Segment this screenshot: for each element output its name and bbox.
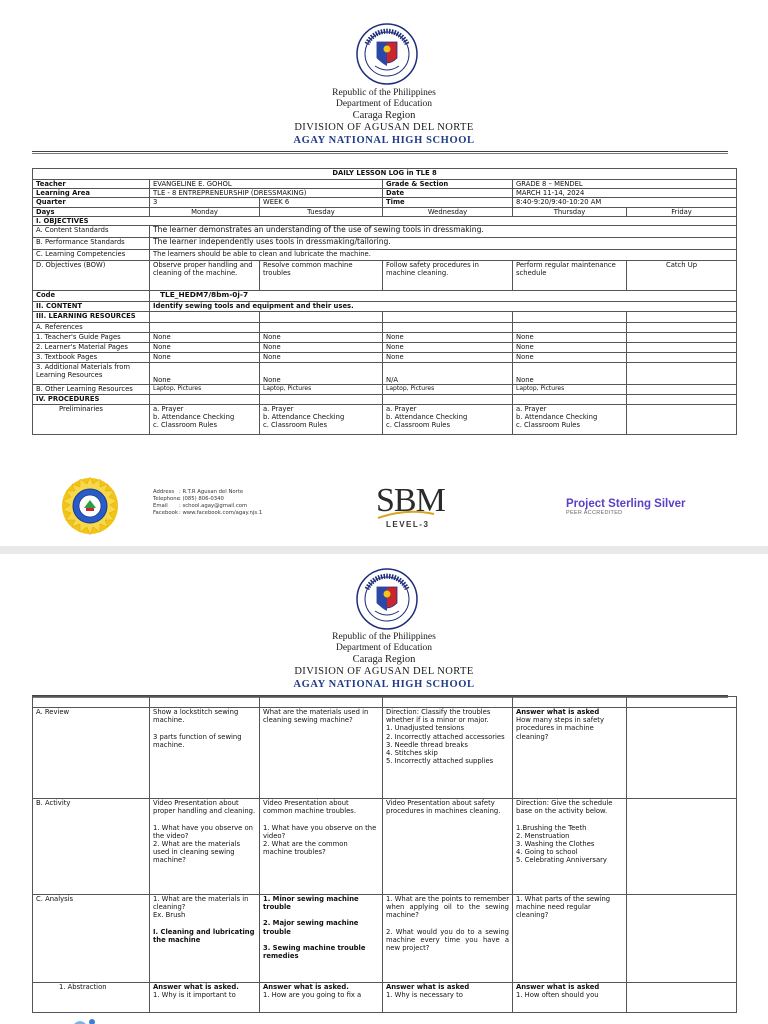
review-thursday-heading: Answer what is asked <box>516 708 600 716</box>
bow-wednesday: Follow safety procedures in machine cleaning. <box>383 261 513 291</box>
procedures-heading: IV. PROCEDURES <box>33 395 150 405</box>
days-label: Days <box>33 207 150 216</box>
tb-wednesday: None <box>383 353 513 363</box>
school-logo-partial-icon <box>70 1018 100 1024</box>
letterhead <box>0 632 768 691</box>
department-line: Department of Education <box>335 643 433 653</box>
tb-tuesday: None <box>260 353 383 363</box>
review-thursday-cell <box>513 708 627 799</box>
abstraction-monday: 1. Why is it important to <box>153 991 236 1000</box>
bow-label: D. Objectives (BOW) <box>33 261 150 291</box>
analysis-monday-cell <box>150 895 260 983</box>
abstraction-monday-cell <box>150 983 260 1013</box>
deped-seal-icon <box>355 567 419 631</box>
day-monday: Monday <box>150 207 260 216</box>
activity-wednesday: Video Presentation about safety procedures in machines cleaning. <box>383 799 513 895</box>
telephone-value: : (085) 806-0340 <box>179 496 224 502</box>
review-label: A. Review <box>33 708 150 799</box>
tg-wednesday: None <box>383 333 513 343</box>
region-line: Caraga Region <box>352 110 416 121</box>
abstraction-tuesday-heading: Answer what is asked. <box>263 983 349 991</box>
week-value: WEEK 6 <box>260 198 383 207</box>
division-line: DIVISION OF AGUSAN DEL NORTE <box>294 122 474 133</box>
republic-line: Republic of the Philippines <box>332 88 436 98</box>
ol-wednesday: Laptop, Pictures <box>383 385 513 395</box>
tg-tuesday: None <box>260 333 383 343</box>
abstraction-wednesday-heading: Answer what is asked <box>386 983 470 991</box>
time-value: 8:40-9:20/9:40-10:20 AM <box>513 198 737 207</box>
lm-label: 2. Learner's Material Pages <box>33 343 150 353</box>
analysis-monday: 1. What are the materials in cleaning? Ex. Brush <box>153 895 249 920</box>
daily-lesson-log-table <box>32 168 737 435</box>
lm-thursday: None <box>513 343 627 353</box>
content-std-label: A. Content Standards <box>33 226 150 238</box>
perf-std-value: The learner independently uses tools in dressmaking/tailoring. <box>150 238 737 250</box>
abstraction-thursday-heading: Answer what is asked <box>516 983 600 991</box>
review-tuesday: What are the materials used in cleaning sewing machine? <box>260 708 383 799</box>
am-monday: None <box>150 363 260 385</box>
activity-monday: Video Presentation about proper handling and cleaning. 1. What have you observe on the video? 2. What are the materials used in cleaning sewing machine? <box>150 799 260 895</box>
activity-thursday: Direction: Give the schedule base on the activity below. 1.Brushing the Teeth 2. Menstruation 3. Washing the Clothes 4. Going to school 5. Celebrating Anniversary <box>513 799 627 895</box>
abstraction-thursday: 1. How often should you <box>516 991 599 1000</box>
abstraction-wednesday-cell <box>383 983 513 1013</box>
analysis-tuesday-item-3: 3. Sewing machine trouble remedies <box>263 943 366 961</box>
content-std-value: The learner demonstrates an understanding of the use of sewing tools in dressmaking. <box>150 226 737 238</box>
abstraction-monday-heading: Answer what is asked. <box>153 983 239 991</box>
address-value: : R.T.R Agusan del Norte <box>179 489 244 495</box>
activity-tuesday: Video Presentation about common machine troubles. 1. What have you observe on the video? 2. What are the common machine troubles? <box>260 799 383 895</box>
abstraction-thursday-cell <box>513 983 627 1013</box>
contact-block <box>153 489 262 517</box>
analysis-label: C. Analysis <box>33 895 150 983</box>
quarter-value: 3 <box>150 198 260 207</box>
email-label: Email <box>153 503 168 509</box>
bow-thursday: Perform regular maintenance schedule <box>513 261 627 291</box>
deped-seal-icon <box>355 22 419 86</box>
area-value: TLE - 8 ENTREPRENEURSHIP (DRESSMAKING) <box>150 189 383 198</box>
sbm-level: LEVEL-3 <box>386 520 430 529</box>
content-value: Identify sewing tools and equipment and their uses. <box>150 302 737 312</box>
competencies-label: C. Learning Competencies <box>33 250 150 261</box>
tb-monday: None <box>150 353 260 363</box>
review-wednesday: Direction: Classify the troubles whether if is a minor or major. 1. Unadjusted tensions 2. Incorrectly attached accessories 3. Needle thread breaks 4. Stitches skip 5. Incorrectly attached supplies <box>383 708 513 799</box>
analysis-monday-heading: I. Cleaning and lubricating the machine <box>153 927 255 944</box>
bow-tuesday: Resolve common machine troubles <box>260 261 383 291</box>
date-value: MARCH 11-14, 2024 <box>513 189 737 198</box>
telephone-label: Telephone <box>153 496 180 502</box>
log-title: DAILY LESSON LOG in TLE 8 <box>33 169 737 180</box>
school-name: AGAY NATIONAL HIGH SCHOOL <box>293 135 475 146</box>
am-thursday: None <box>513 363 627 385</box>
tg-label: 1. Teacher's Guide Pages <box>33 333 150 343</box>
bow-friday: Catch Up <box>627 261 737 291</box>
resources-heading: III. LEARNING RESOURCES <box>33 312 150 323</box>
sterling-logo <box>566 498 686 516</box>
am-wednesday: N/A <box>383 363 513 385</box>
email-value: : school.agay@gmail.com <box>179 503 248 509</box>
tb-thursday: None <box>513 353 627 363</box>
references-label: A. References <box>33 323 150 333</box>
tg-thursday: None <box>513 333 627 343</box>
time-label: Time <box>383 198 513 207</box>
school-logo-icon <box>56 476 124 536</box>
ol-tuesday: Laptop, Pictures <box>260 385 383 395</box>
day-wednesday: Wednesday <box>383 207 513 216</box>
abstraction-tuesday-cell <box>260 983 383 1013</box>
perf-std-label: B. Performance Standards <box>33 238 150 250</box>
page-separator <box>0 546 768 554</box>
bow-monday: Observe proper handling and cleaning of the machine. <box>150 261 260 291</box>
header-rule <box>32 151 728 154</box>
review-thursday: How many steps in safety procedures in machine cleaning? <box>516 716 604 741</box>
day-thursday: Thursday <box>513 207 627 216</box>
page-footer <box>0 476 768 540</box>
sbm-logo <box>376 484 452 534</box>
abstraction-tuesday: 1. How are you going to fix a <box>263 991 362 1000</box>
department-line: Department of Education <box>335 99 433 109</box>
ol-label: B. Other Learning Resources <box>33 385 150 395</box>
sterling-subtitle: PEER ACCREDITED <box>566 510 623 516</box>
facebook-value: : www.facebook.com/agay.njs.1 <box>179 510 263 516</box>
date-label: Date <box>383 189 513 198</box>
prelim-label: Preliminaries <box>33 405 150 435</box>
lm-tuesday: None <box>260 343 383 353</box>
content-heading: II. CONTENT <box>33 302 150 312</box>
page-2 <box>0 555 768 1024</box>
grade-value: GRADE 8 – MENDEL <box>513 180 737 189</box>
analysis-thursday: 1. What parts of the sewing machine need regular cleaning? <box>513 895 627 983</box>
prelim-thursday: a. Prayer b. Attendance Checking c. Classroom Rules <box>513 405 627 435</box>
am-tuesday: None <box>260 363 383 385</box>
activity-label: B. Activity <box>33 799 150 895</box>
teacher-value: EVANGELINE E. GOHOL <box>150 180 383 189</box>
procedures-table <box>32 696 737 1013</box>
day-tuesday: Tuesday <box>260 207 383 216</box>
school-name: AGAY NATIONAL HIGH SCHOOL <box>293 679 475 690</box>
tg-monday: None <box>150 333 260 343</box>
letterhead <box>0 88 768 147</box>
sbm-wordmark: SBM <box>376 482 445 519</box>
prelim-wednesday: a. Prayer b. Attendance Checking c. Classroom Rules <box>383 405 513 435</box>
ol-thursday: Laptop, Pictures <box>513 385 627 395</box>
quarter-label: Quarter <box>33 198 150 207</box>
teacher-label: Teacher <box>33 180 150 189</box>
area-label: Learning Area <box>33 189 150 198</box>
grade-label: Grade & Section <box>383 180 513 189</box>
abstraction-label: 1. Abstraction <box>33 983 150 1013</box>
analysis-wednesday: 1. What are the points to remember when applying oil to the sewing machine? 2. What would you do to a sewing machine every time you have a new project? <box>383 895 513 983</box>
facebook-label: Facebook <box>153 510 178 516</box>
address-label: Address <box>153 489 175 495</box>
analysis-tuesday-item-2: 2. Major sewing machine trouble <box>263 919 359 936</box>
objectives-heading: I. OBJECTIVES <box>33 216 737 225</box>
competencies-value: The learners should be able to clean and lubricate the machine. <box>150 250 737 261</box>
code-value: TLE_HEDM7/8bm-0j-7 <box>150 291 737 302</box>
lm-monday: None <box>150 343 260 353</box>
review-monday: Show a lockstitch sewing machine. 3 parts function of sewing machine. <box>150 708 260 799</box>
am-label: 3. Additional Materials from Learning Resources <box>33 363 150 385</box>
analysis-tuesday-cell <box>260 895 383 983</box>
sterling-title: Project Sterling Silver <box>566 498 686 510</box>
abstraction-wednesday: 1. Why is necessary to <box>386 991 463 1000</box>
republic-line: Republic of the Philippines <box>332 632 436 642</box>
prelim-monday: a. Prayer b. Attendance Checking c. Classroom Rules <box>150 405 260 435</box>
analysis-tuesday-item-1: 1. Minor sewing machine trouble <box>263 895 359 912</box>
code-label: Code <box>33 291 150 302</box>
tb-label: 3. Textbook Pages <box>33 353 150 363</box>
ol-monday: Laptop, Pictures <box>150 385 260 395</box>
region-line: Caraga Region <box>352 654 416 665</box>
division-line: DIVISION OF AGUSAN DEL NORTE <box>294 666 474 677</box>
lm-wednesday: None <box>383 343 513 353</box>
prelim-tuesday: a. Prayer b. Attendance Checking c. Classroom Rules <box>260 405 383 435</box>
day-friday: Friday <box>627 207 737 216</box>
